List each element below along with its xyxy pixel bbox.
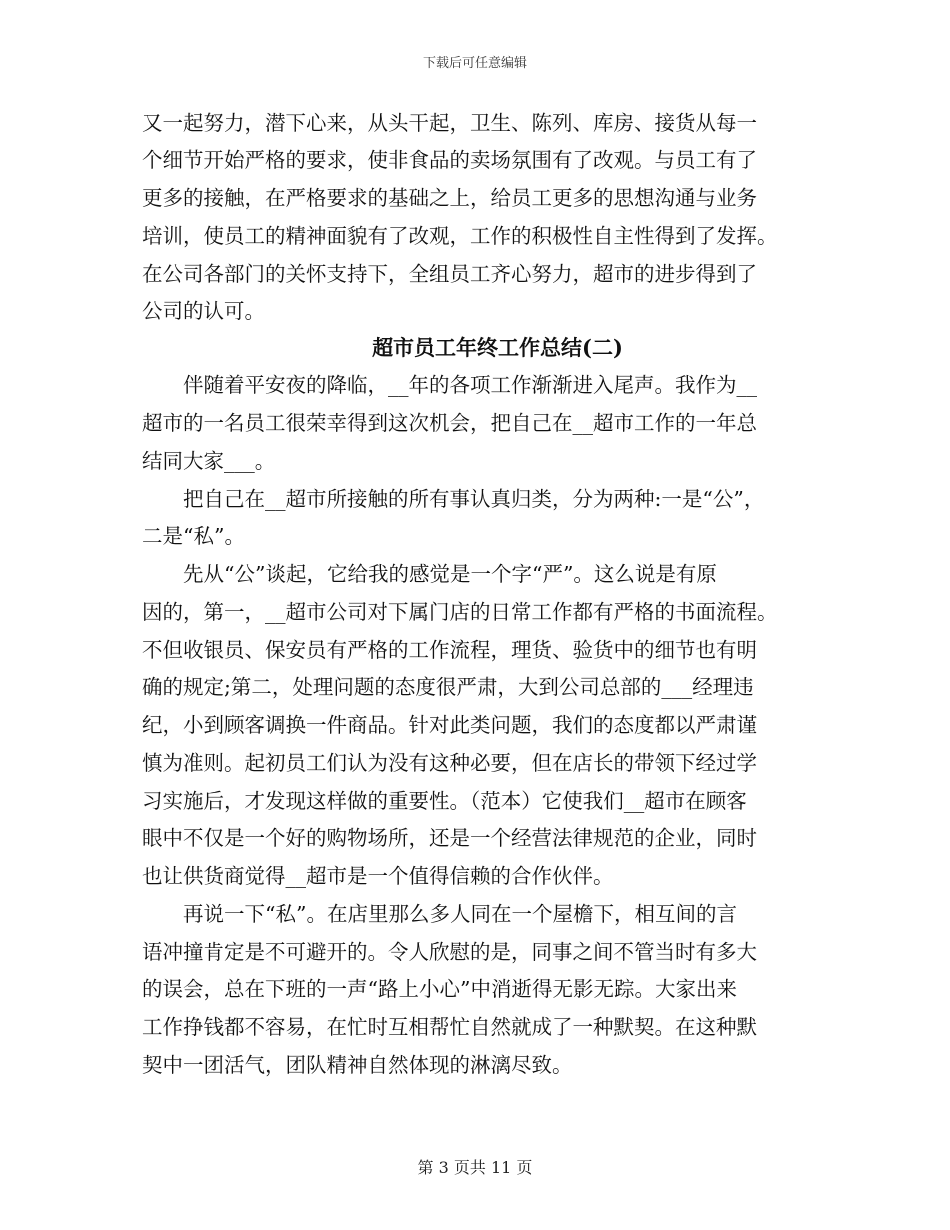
text-line: 个细节开始严格的要求，使非食品的卖场氛围有了改观。与员工有了 [142,148,757,172]
text-line: 再说一下“私”。在店里那么多人同在一个屋檐下，相互间的言 [142,902,737,926]
text-line: 培训，使员工的精神面貌有了改观，工作的积极性自主性得到了发挥。 [142,224,778,248]
text-line: 把自己在__超市所接触的所有事认真归类，分为两种:一是“公”， [142,487,765,511]
text-line: 契中一团活气，团队精神自然体现的淋漓尽致。 [142,1053,573,1077]
text-line: 二是“私”。 [142,524,245,548]
text-line: 伴随着平安夜的降临，__年的各项工作渐渐进入尾声。我作为__ [142,373,757,397]
text-line: 习实施后，才发现这样做的重要性。（范本）它使我们__超市在顾客 [142,789,747,813]
text-line: 眼中不仅是一个好的购物场所，还是一个经营法律规范的企业，同时 [142,826,757,850]
text-line: 公司的认可。 [142,299,265,323]
text-line: 确的规定;第二，处理问题的态度很严肃，大到公司总部的___经理违 [142,675,754,699]
text-line: 在公司各部门的关怀支持下，全组员工齐心努力，超市的进步得到了 [142,262,757,286]
text-line: 又一起努力，潜下心来，从头干起，卫生、陈列、库房、接货从每一 [142,111,757,135]
text-line: 慎为准则。起初员工们认为没有这种必要，但在店长的带领下经过学 [142,751,757,775]
text-line: 工作挣钱都不容易，在忙时互相帮忙自然就成了一种默契。在这种默 [142,1015,757,1039]
text-line: 不但收银员、保安员有严格的工作流程，理货、验货中的细节也有明 [142,638,757,662]
text-line: 先从“公”谈起，它给我的感觉是一个字“严”。这么说是有原 [142,562,717,586]
text-line: 纪，小到顾客调换一件商品。针对此类问题，我们的态度都以严肃谨 [142,713,757,737]
section-title: 超市员工年终工作总结(二) [372,335,623,360]
text-line: 超市的一名员工很荣幸得到这次机会，把自己在__超市工作的一年总 [142,411,757,435]
text-line: 因的，第一，__超市公司对下属门店的日常工作都有严格的书面流程。 [142,600,778,624]
text-line: 也让供货商觉得__超市是一个值得信赖的合作伙伴。 [142,864,614,888]
text-line: 更多的接触，在严格要求的基础之上，给员工更多的思想沟通与业务 [142,186,757,210]
text-line: 的误会，总在下班的一声“路上小心”中消逝得无影无踪。大家出来 [142,977,737,1001]
page-header-note: 下载后可任意编辑 [422,56,527,71]
page-number: 第 3 页共 11 页 [417,1158,533,1177]
text-line: 结同大家___。 [142,449,276,473]
text-line: 语冲撞肯定是不可避开的。令人欣慰的是，同事之间不管当时有多大 [142,940,757,964]
